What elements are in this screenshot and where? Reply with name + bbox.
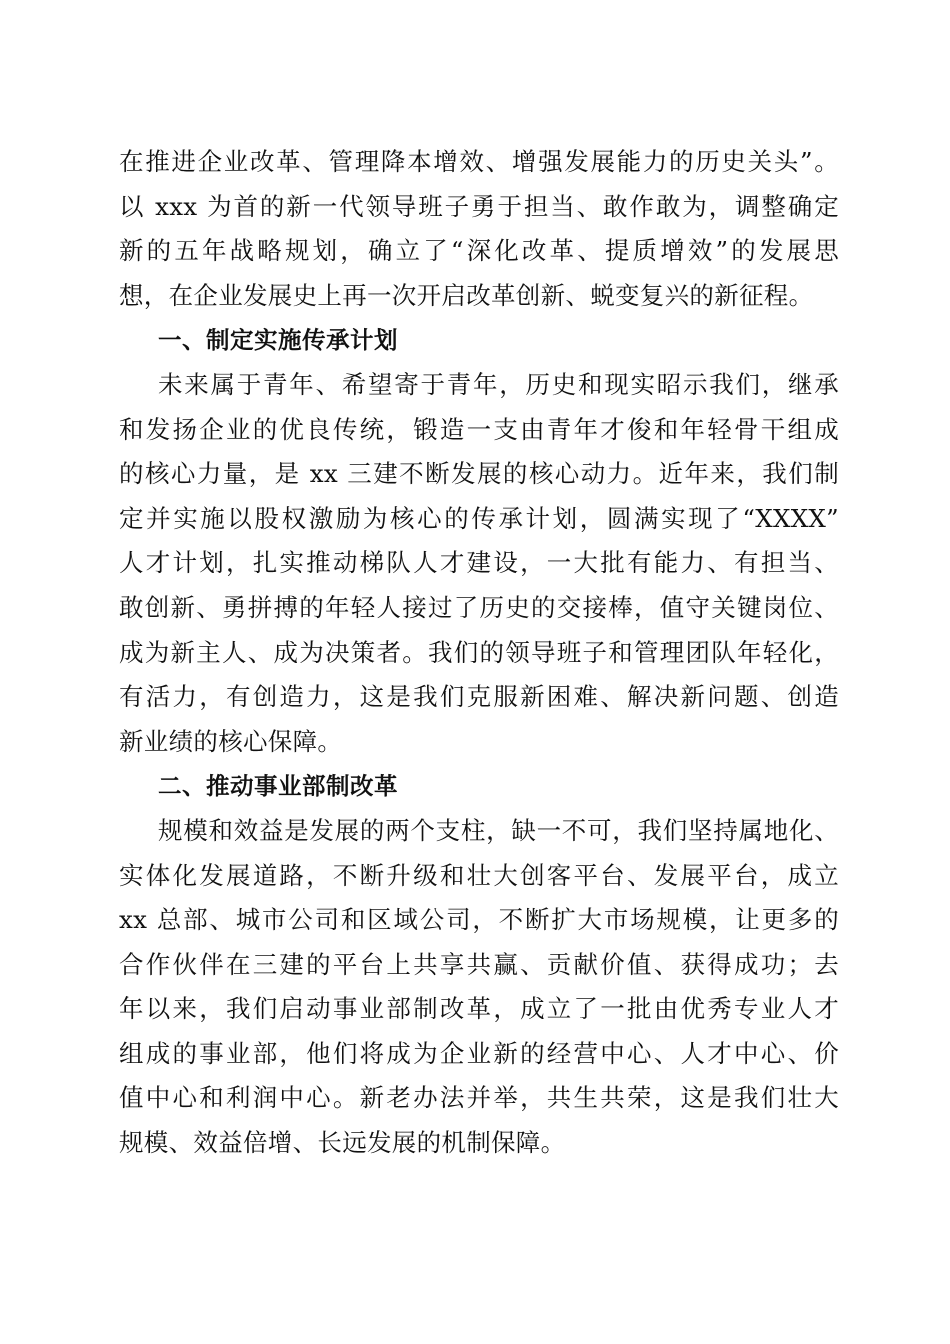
text-line: xx 总部、城市公司和区域公司，不断扩大市场规模，让更多的 [119,905,839,935]
section-heading: 二、推动事业部制改革 [158,772,398,801]
section-two [119,764,839,1165]
section-one [119,318,839,764]
text-line: 合作伙伴在三建的平台上共享共赢、贡献价值、获得成功；去 [119,949,839,979]
text-line: 和发扬企业的优良传统，锻造一支由青年才俊和年轻骨干组成 [119,414,839,444]
text-line: 在推进企业改革、管理降本增效、增强发展能力的历史关头”。 [119,147,840,176]
text-line: 规模、效益倍增、长远发展的机制保障。 [119,1128,566,1158]
text-line: 年以来，我们启动事业部制改革，成立了一批由优秀专业人才 [119,994,839,1024]
text-line: 人才计划，扎实推动梯队人才建设，一大批有能力、有担当、 [119,548,839,578]
text-line: 组成的事业部，他们将成为企业新的经营中心、人才中心、价 [119,1038,839,1068]
text-line: 值中心和利润中心。新老办法并举，共生共荣，这是我们壮大 [119,1083,839,1113]
document-body [119,140,839,1166]
text-line: 以 xxx 为首的新一代领导班子勇于担当、敢作敢为，调整确定 [119,191,839,221]
text-line: 想，在企业发展史上再一次开启改革创新、蜕变复兴的新征程。 [119,280,814,310]
intro-paragraph [119,140,839,318]
text-line: 定并实施以股权激励为核心的传承计划，圆满实现了“XXXX” [119,503,839,533]
text-line: 实体化发展道路，不断升级和壮大创客平台、发展平台，成立 [119,860,839,890]
text-line: 未来属于青年、希望寄于青年，历史和现实昭示我们，继承 [158,369,839,399]
text-line: 规模和效益是发展的两个支柱，缺一不可，我们坚持属地化、 [158,815,839,845]
text-line: 有活力，有创造力，这是我们克服新困难、解决新问题、创造 [119,682,839,712]
text-line: 成为新主人、成为决策者。我们的领导班子和管理团队年轻化， [119,637,839,667]
text-line: 新业绩的核心保障。 [119,726,343,756]
text-line: 的核心力量，是 xx 三建不断发展的核心动力。近年来，我们制 [119,459,839,489]
section-heading: 一、制定实施传承计划 [158,326,398,355]
text-line: 新的五年战略规划，确立了“深化改革、提质增效”的发展思 [119,236,839,266]
text-line: 敢创新、勇拼搏的年轻人接过了历史的交接棒，值守关键岗位、 [119,592,839,622]
